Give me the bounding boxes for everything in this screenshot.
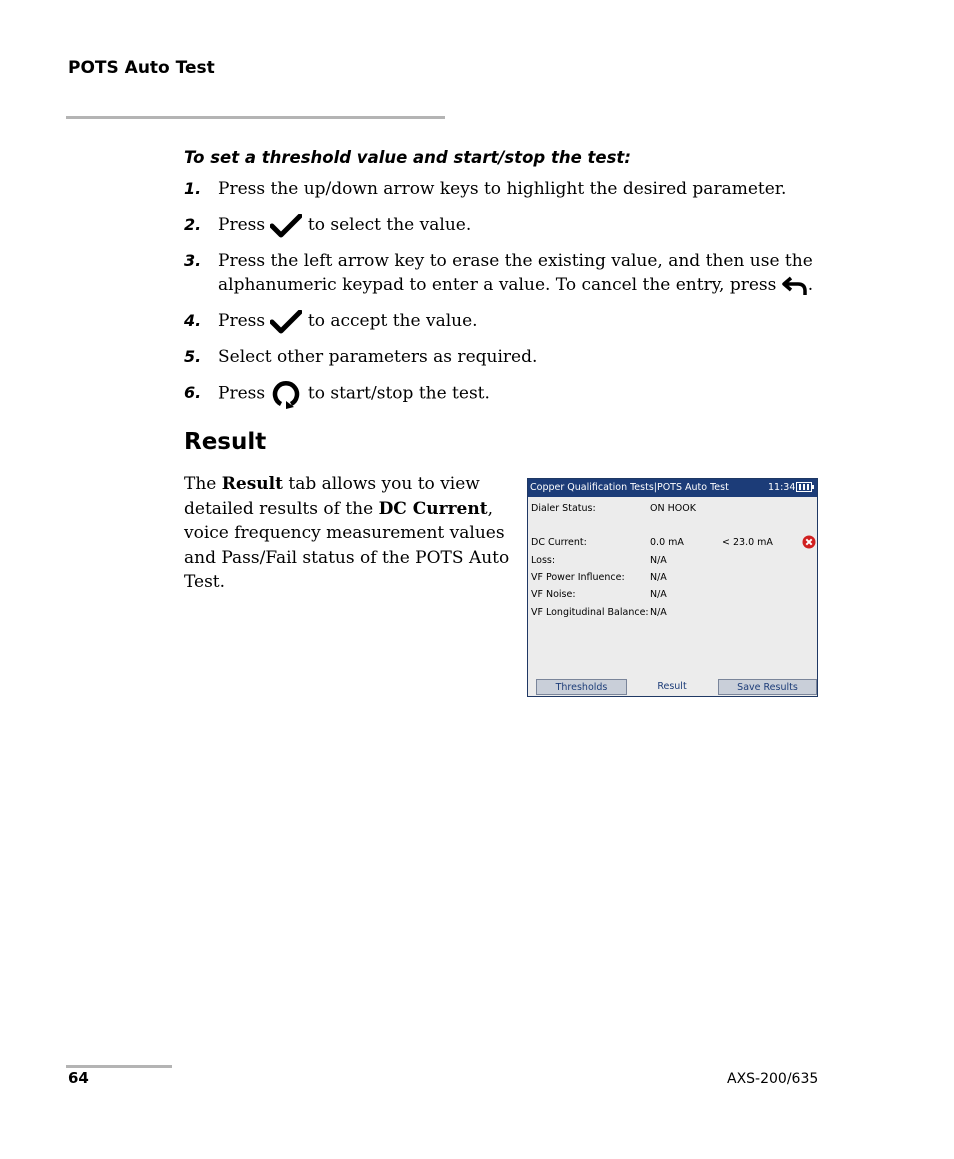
- row-value: N/A: [650, 589, 667, 600]
- bold-term-result: Result: [221, 474, 283, 494]
- battery-icon: [796, 482, 812, 492]
- step-number: 3.: [184, 251, 202, 270]
- checkmark-icon: [270, 310, 302, 334]
- text-run: , voice frequency measurement values and Pass/Fail status of the POTS Auto Test.: [184, 498, 510, 592]
- screen-tab-bar: [528, 678, 817, 696]
- section-title: Result: [184, 429, 267, 455]
- step-number: 6.: [184, 383, 202, 402]
- start-stop-icon: [270, 379, 302, 409]
- page-number: 64: [68, 1069, 89, 1087]
- step-text: [218, 213, 818, 238]
- step-text-post: to select the value.: [307, 215, 472, 235]
- document-id: AXS-200/635: [727, 1071, 819, 1087]
- step-text: [218, 379, 818, 409]
- bold-term-dc-current: DC Current: [378, 498, 488, 519]
- result-row-vf-longitudinal-balance: [531, 607, 815, 619]
- device-screenshot: [527, 478, 818, 697]
- text-run: tab allows you to view detailed results of the: [184, 474, 480, 519]
- tab-save-results[interactable]: Save Results: [718, 679, 817, 695]
- result-row-vf-power-influence: [531, 572, 815, 584]
- step-text-line-2: alphanumeric keypad to enter a value. To cancel the entry, press: [218, 275, 777, 295]
- step-text-pre: Press: [218, 383, 266, 404]
- step-text: Select other parameters as required.: [218, 347, 538, 367]
- result-row-loss: [531, 555, 815, 567]
- result-row-dc-current: [531, 537, 815, 549]
- row-label: VF Power Influence:: [531, 572, 625, 583]
- row-label: Loss:: [531, 555, 556, 566]
- screen-title: Copper Qualification Tests|POTS Auto Test: [530, 482, 729, 493]
- result-row-vf-noise: [531, 589, 815, 601]
- row-value: N/A: [650, 607, 667, 618]
- header-rule: [66, 116, 445, 119]
- step-text-pre: Press: [218, 215, 266, 235]
- running-header: POTS Auto Test: [68, 58, 215, 78]
- step-number: 4.: [184, 311, 202, 330]
- result-description: [184, 472, 510, 595]
- step-text: Press the up/down arrow keys to highlight the desired parameter.: [218, 179, 787, 199]
- step-text-post: .: [807, 275, 814, 295]
- tab-thresholds[interactable]: Thresholds: [536, 679, 627, 695]
- step-text-line-1: Press the left arrow key to erase the existing value, and then use the: [218, 251, 813, 271]
- step-text: [218, 249, 818, 297]
- row-label: Dialer Status:: [531, 503, 596, 514]
- row-label: VF Longitudinal Balance:: [531, 607, 649, 618]
- result-row-dialer-status: [531, 503, 815, 515]
- screen-clock: 11:34: [768, 482, 796, 493]
- step-number: 2.: [184, 215, 202, 234]
- row-value: ON HOOK: [650, 503, 696, 514]
- checkmark-icon: [270, 214, 302, 238]
- procedure-title: To set a threshold value and start/stop the test:: [184, 148, 631, 167]
- row-label: DC Current:: [531, 537, 587, 548]
- step-text-post: to start/stop the test.: [307, 383, 490, 404]
- row-value: N/A: [650, 555, 667, 566]
- tab-result[interactable]: Result: [627, 678, 717, 696]
- step-number: 5.: [184, 347, 202, 366]
- row-label: VF Noise:: [531, 589, 576, 600]
- screen-title-bar: [528, 479, 817, 497]
- step-number: 1.: [184, 179, 202, 198]
- text-run: The: [184, 474, 222, 494]
- footer-rule: [66, 1065, 172, 1068]
- fail-icon: [802, 535, 816, 549]
- step-text: [218, 309, 818, 334]
- step-text-pre: Press: [218, 311, 266, 331]
- row-value: 0.0 mA: [650, 537, 684, 548]
- back-arrow-icon: [782, 276, 808, 296]
- row-threshold: < 23.0 mA: [722, 537, 773, 548]
- step-text-post: to accept the value.: [307, 311, 478, 331]
- row-value: N/A: [650, 572, 667, 583]
